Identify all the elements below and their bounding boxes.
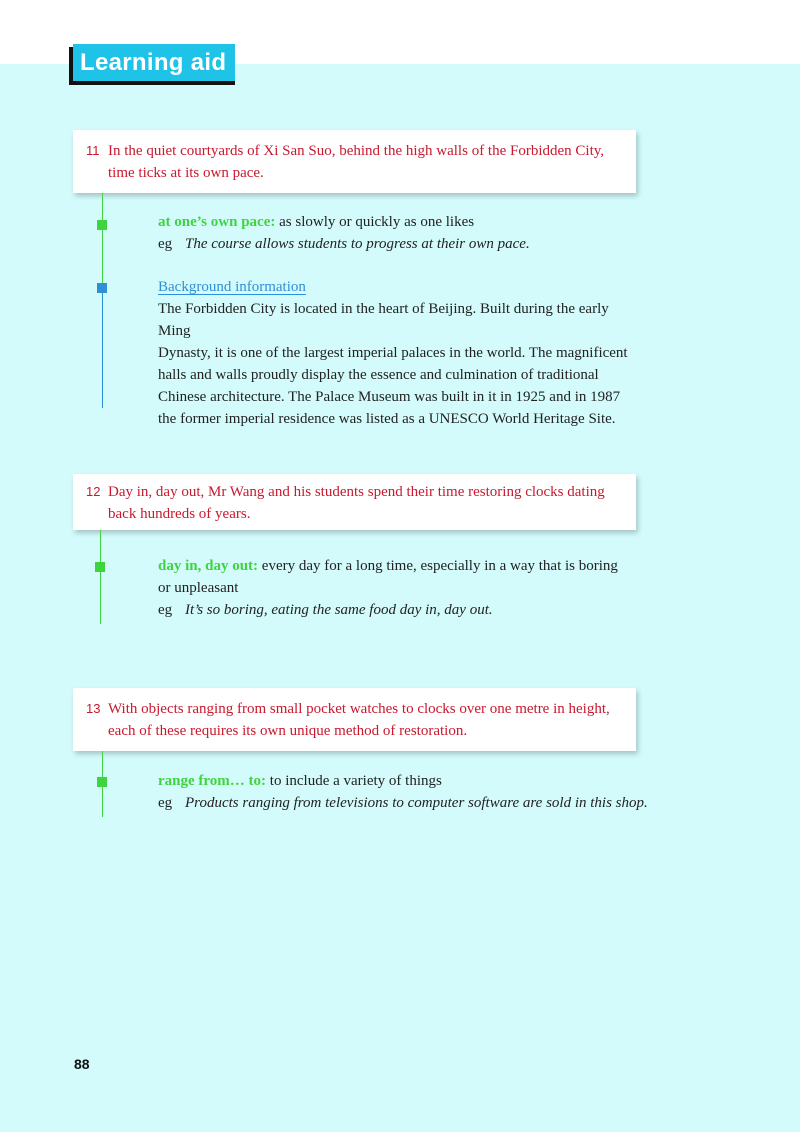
quote-line: each of these requires its own unique method of restoration. <box>108 723 468 739</box>
example-sentence: Products ranging from televisions to computer software are sold in this shop. <box>185 795 648 811</box>
quote-line: time ticks at its own pace. <box>108 165 264 181</box>
blue-square-marker <box>97 283 107 293</box>
page-number: 88 <box>74 1056 90 1072</box>
quote-box-13 <box>73 688 636 751</box>
quote-line: In the quiet courtyards of Xi San Suo, behind the high walls of the Forbidden City, <box>108 143 605 159</box>
example-sentence: It’s so boring, eating the same food day in, day out. <box>185 602 493 618</box>
quote-line: Day in, day out, Mr Wang and his students spend their time restoring clocks dating <box>108 484 605 500</box>
vocab-term: range from… to: <box>158 773 267 789</box>
green-square-marker <box>97 777 107 787</box>
background-line: Dynasty, it is one of the largest imperial palaces in the world. The magnificent <box>158 345 628 361</box>
vocab-definition: as slowly or quickly as one likes <box>279 214 475 230</box>
section-title: Learning aid <box>73 44 235 81</box>
green-connector-line <box>100 530 101 624</box>
background-heading: Background information <box>158 279 306 295</box>
vocab-entry <box>158 211 638 255</box>
vocab-term: at one’s own pace: <box>158 214 276 230</box>
example-label: eg <box>158 795 173 811</box>
vocab-definition: to include a variety of things <box>269 773 442 789</box>
quote-line: With objects ranging from small pocket watches to clocks over one metre in height, <box>108 701 610 717</box>
background-line: halls and walls proudly display the essence and culmination of traditional <box>158 367 599 383</box>
green-square-marker <box>95 562 105 572</box>
quote-number: 12 <box>86 484 101 499</box>
background-line: The Forbidden City is located in the heart of Beijing. Built during the early Ming <box>158 301 609 339</box>
example-label: eg <box>158 236 173 252</box>
background-info <box>158 276 638 430</box>
background-line: the former imperial residence was listed as a UNESCO World Heritage Site. <box>158 411 616 427</box>
quote-number: 13 <box>86 701 101 716</box>
vocab-definition: every day for a long time, especially in a way that is boring or unpleasant <box>158 558 618 596</box>
background-line: Chinese architecture. The Palace Museum was built in it in 1925 and in 1987 <box>158 389 621 405</box>
green-square-marker <box>97 220 107 230</box>
quote-line: back hundreds of years. <box>108 506 251 522</box>
quote-box-11 <box>73 130 636 193</box>
blue-connector-line <box>102 285 103 408</box>
example-label: eg <box>158 602 173 618</box>
example-sentence: The course allows students to progress at their own pace. <box>185 236 530 252</box>
vocab-term: day in, day out: <box>158 558 259 574</box>
vocab-entry <box>158 770 648 814</box>
green-connector-line <box>102 230 103 285</box>
quote-box-12 <box>73 474 636 530</box>
quote-number: 11 <box>86 143 100 158</box>
vocab-entry <box>158 555 628 621</box>
